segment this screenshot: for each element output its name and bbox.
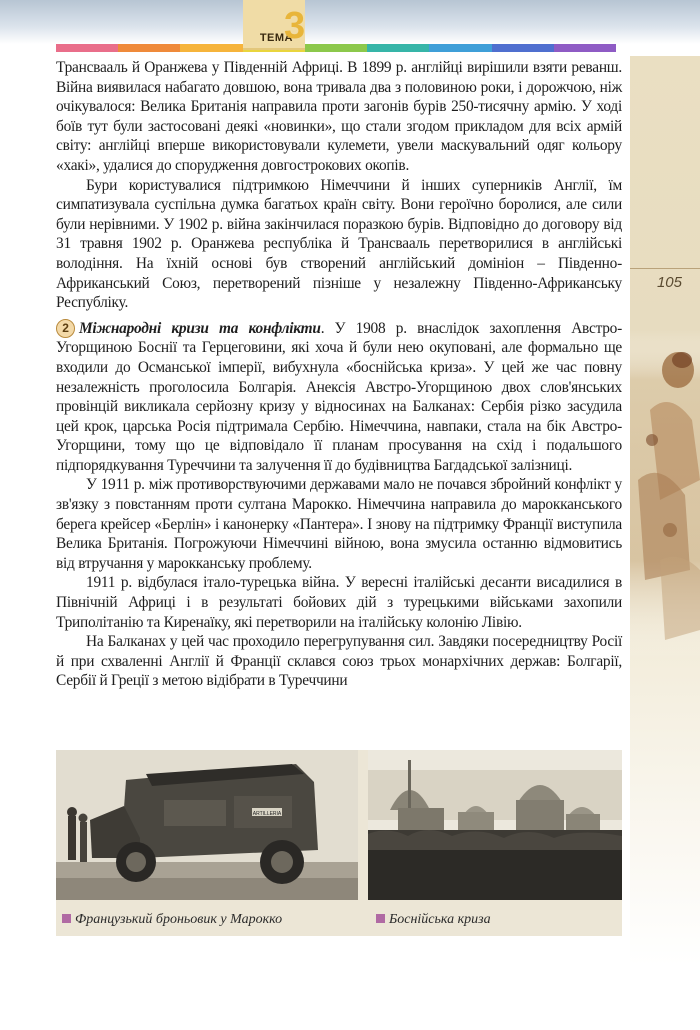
armored-car-image: [56, 750, 358, 900]
bosnian-crisis-image: [368, 750, 622, 900]
section-number-badge: 2: [56, 319, 75, 338]
page-number-rule: [630, 268, 700, 269]
armored-car-plate-text: ARTILLERIA: [252, 811, 282, 817]
bosnian-crisis-photo: [368, 750, 622, 900]
body-text: [56, 58, 622, 691]
paragraph-balkans: На Балканах у цей час проходило перегрупування сил. Завдяки посередництву Росії й при схваленні Англії й Франції склався союз трьох монархічних держав: Болгарії, Сербії й Греції з метою відібрати в Туреччини: [56, 633, 622, 690]
tema-tab: [243, 0, 305, 50]
photo-panel: [56, 750, 622, 936]
color-stripe: [492, 44, 554, 52]
section-paragraph-text: . У 1908 р. внаслідок захоплення Австро-Угорщиною Боснії та Герцеговини, які хоча й були нею окуповані, але формально ще входили до Османської імперії, вибухнула «боснійська криза». У цей же час повну незалежність проголосила Болгарія. Анексія Австро-Угорщиною двох слов'янських провінцій викликала серйозну кризу у відносинах на Балканах: Сербія різко засудила цей крок, царська Росія підтримала Сербію. Німеччина, навпаки, стала на бік Австро-Угорщини, тому що це відповідало її планам просування на схід і подальшого підпорядкування Туреччини та залучення її до будівництва Багдадської залізниці.: [56, 319, 622, 474]
paragraph-intro-1: Трансвааль й Оранжева у Південній Африці. В 1899 р. англійці вирішили взяти реванш. Війна виявилася набагато довшою, вона тривала два з половиною роки, і дорожчою, ніж очікувалося: Велика Британія направила проти загонів бурів 250-тисячну армію. У ході боїв тут були застосовані деякі «новинки», що стали згодом прикладом для всіх армій світу: англійці вперше використовували кулемети, увели маскувальний одяг кольору «хакі», удалися до спорудження довгострокових окопів.: [56, 59, 622, 174]
caption-armored-car: [62, 912, 282, 928]
color-stripes: [56, 44, 616, 52]
caption-bosnian-crisis-text: Боснійська криза: [389, 912, 491, 927]
paragraph-intro-2: Бури користувалися підтримкою Німеччини й інших суперників Англії, їм симпатизувала суспільна думка багатьох країн світу. Вони героїчно боролися, але сили були нерівними. У 1902 р. війна закінчилася поразкою бурів. Відповідно до договору від 31 травня 1902 р. Оранжева республіка й Трансвааль перетворилися в англійські володіння. На їхній основі був створений англійський домініон – Південно-Африканський Союз, перетворений пізніше у незалежну Південно-Африканську Республіку.: [56, 176, 622, 312]
section-title: Міжнародні кризи та конфлікти: [79, 319, 321, 337]
caption-marker-left: [62, 914, 71, 923]
tema-number: 3: [284, 5, 306, 47]
caption-bosnian-crisis: [376, 912, 491, 928]
caption-marker-right: [376, 914, 385, 923]
section-paragraph: [56, 319, 622, 476]
caption-armored-car-text: Французький броньовик у Марокко: [75, 912, 283, 927]
color-stripe: [429, 44, 491, 52]
page-number: 105: [656, 274, 682, 291]
armored-car-photo: [56, 750, 358, 900]
color-stripe: [180, 44, 242, 52]
margin-illustration: [630, 330, 700, 660]
color-stripe: [305, 44, 367, 52]
color-stripe: [118, 44, 180, 52]
tema-label: ТЕМА: [259, 32, 293, 44]
paragraph-1911-morocco: У 1911 р. між противорствуючими державами мало не почався збройний конфлікт у зв'язку з повстанням проти султана Марокко. Німеччина направила до марокканського берега крейсер «Берлін» і канонерку «Пантера». І знову на підтримку Франції виступила Велика Британія. Погрожуючи Німеччині війною, вона змусила останню відмовитись від втручання у марокканську проблему.: [56, 476, 622, 572]
paragraph-italo-turkish-war: 1911 р. відбулася італо-турецька війна. У вересні італійські десанти висадилися в Північній Африці і в результаті бойових дій з турецькими військами захопили Триполітанію та Киренаїку, які перетворили на італійську колонію Лівію.: [56, 574, 622, 631]
color-stripe: [367, 44, 429, 52]
color-stripe: [56, 44, 118, 52]
color-stripe: [554, 44, 616, 52]
header-band: [0, 0, 700, 44]
